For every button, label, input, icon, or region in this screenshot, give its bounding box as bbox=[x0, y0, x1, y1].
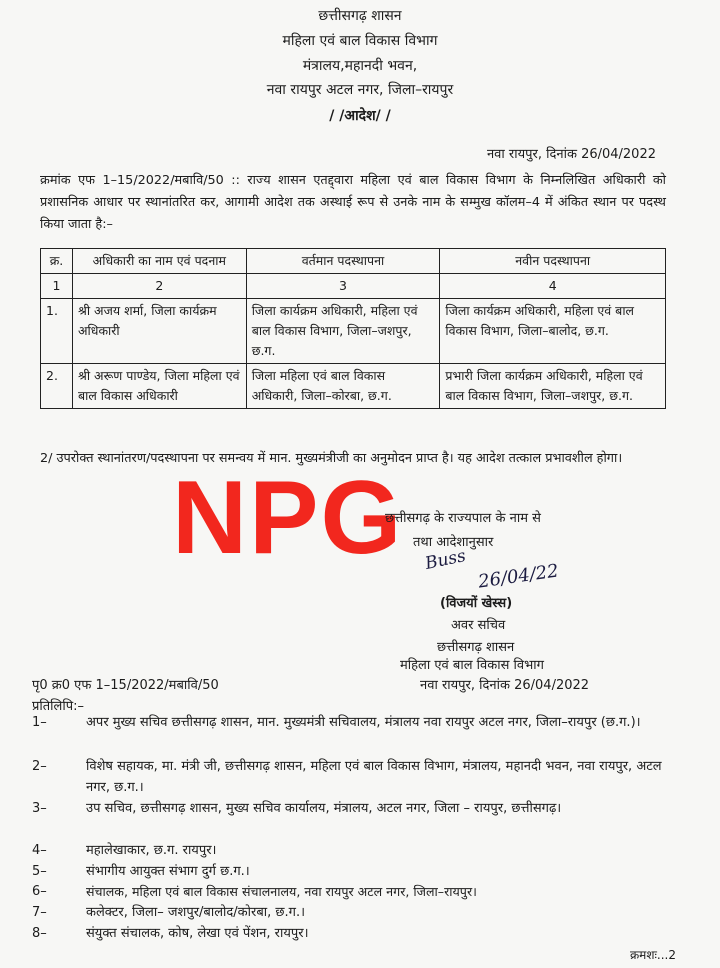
city-address: नवा रायपुर अटल नगर, जिला–रायपुर bbox=[266, 82, 454, 98]
copy-list-item: विशेष सहायक, मा. मंत्री जी, छत्तीसगढ़ शासन, महिला एवं बाल विकास विभाग, मंत्रालय, महानदी भवन, नवा रायपुर, अटल नगर, छ.ग.। bbox=[86, 759, 662, 795]
table-cell-new: प्रभारी जिला कार्यक्रम अधिकारी, महिला एवं बाल विकास विभाग, जिला–जशपुर, छ.ग. bbox=[440, 364, 666, 409]
order-title: / /आदेश/ / bbox=[329, 108, 391, 124]
table-cell-name: श्री अजय शर्मा, जिला कार्यक्रम अधिकारी bbox=[72, 299, 246, 364]
copy-list-number: 3– bbox=[32, 801, 47, 816]
transfer-table bbox=[40, 248, 666, 409]
table-column-numbers-row bbox=[41, 274, 666, 299]
signature-scribble: Buss bbox=[423, 545, 468, 575]
copy-list-number: 8– bbox=[32, 926, 47, 941]
govt-title: छत्तीसगढ़ शासन bbox=[318, 8, 402, 24]
signatory-name: (विजयों खेस्स) bbox=[440, 596, 513, 611]
office-address: मंत्रालय,महानदी भवन, bbox=[302, 58, 418, 74]
signatory-designation: अवर सचिव bbox=[451, 618, 506, 633]
copy-list-item: उप सचिव, छत्तीसगढ़ शासन, मुख्य सचिव कार्यालय, मंत्रालय, अटल नगर, जिला – रायपुर, छत्तीसगढ़। bbox=[86, 801, 562, 816]
by-order-line: तथा आदेशानुसार bbox=[413, 535, 494, 550]
copy-list-number: 6– bbox=[32, 884, 47, 899]
governor-order-line: छत्तीसगढ़ के राज्यपाल के नाम से bbox=[385, 511, 541, 526]
table-col-number: 3 bbox=[246, 274, 440, 299]
table-header: नवीन पदस्थापना bbox=[440, 249, 666, 274]
copy-list-number: 2– bbox=[32, 759, 47, 774]
copy-list-item: अपर मुख्य सचिव छत्तीसगढ़ शासन, मान. मुख्यमंत्री सचिवालय, मंत्रालय नवा रायपुर अटल नगर, जिला–रायपुर (छ.ग.)। bbox=[86, 715, 641, 730]
copy-to-label: प्रतिलिपि:– bbox=[32, 699, 84, 714]
signatory-govt: छत्तीसगढ़ शासन bbox=[437, 640, 515, 655]
copy-list-number: 7– bbox=[32, 905, 47, 920]
copy-list-item: संयुक्त संचालक, कोष, लेखा एवं पेंशन, रायपुर। bbox=[86, 926, 309, 941]
table-header: अधिकारी का नाम एवं पदनाम bbox=[72, 249, 246, 274]
endorsement-date: नवा रायपुर, दिनांक 26/04/2022 bbox=[420, 678, 590, 693]
copy-list-item: संभागीय आयुक्त संभाग दुर्ग छ.ग.। bbox=[86, 864, 250, 879]
table-cell-name: श्री अरूण पाण्डेय, जिला महिला एवं बाल विकास अधिकारी bbox=[72, 364, 246, 409]
copy-list-item: कलेक्टर, जिला– जशपुर/बालोद/कोरबा, छ.ग.। bbox=[86, 905, 306, 920]
table-header-row bbox=[41, 249, 666, 274]
table-header: क्र. bbox=[41, 249, 73, 274]
table-header: वर्तमान पदस्थापना bbox=[246, 249, 440, 274]
table-col-number: 2 bbox=[72, 274, 246, 299]
table-row bbox=[41, 299, 666, 364]
copy-list-number: 5– bbox=[32, 864, 47, 879]
table-cell-sno: 2. bbox=[41, 364, 73, 409]
endorsement-reference: पृ0 क्र0 एफ 1–15/2022/मबावि/50 bbox=[32, 678, 219, 693]
copy-list-item: महालेखाकार, छ.ग. रायपुर। bbox=[86, 843, 217, 858]
copy-list-number: 4– bbox=[32, 843, 47, 858]
table-cell-current: जिला महिला एवं बाल विकास अधिकारी, जिला–कोरबा, छ.ग. bbox=[246, 364, 440, 409]
order-date: नवा रायपुर, दिनांक 26/04/2022 bbox=[486, 147, 656, 162]
signatory-department: महिला एवं बाल विकास विभाग bbox=[400, 658, 544, 673]
signature-date: 26/04/22 bbox=[476, 560, 560, 593]
order-intro-paragraph: क्रमांक एफ 1–15/2022/मबावि/50 :: राज्य शासन एतद्द्वारा महिला एवं बाल विकास विभाग के निम्नलिखित अधिकारी को प्रशासनिक आधार पर स्थानांतरित कर, आगामी आदेश तक अस्थाई रूप से उनके नाम के सम्मुख कॉलम–4 में अंकित स्थान पर पदस्थ किया जाता है:– bbox=[40, 173, 666, 232]
page-continuation: क्रमशः...2 bbox=[629, 948, 676, 962]
npg-watermark: NPG bbox=[172, 460, 404, 576]
table-cell-sno: 1. bbox=[41, 299, 73, 364]
table-col-number: 4 bbox=[440, 274, 666, 299]
approval-paragraph: 2/ उपरोक्त स्थानांतरण/पदस्थापना पर समन्वय में मान. मुख्यमंत्रीजी का अनुमोदन प्राप्त है। यह आदेश तत्काल प्रभावशील होगा। bbox=[40, 451, 623, 466]
table-cell-current: जिला कार्यक्रम अधिकारी, महिला एवं बाल विकास विभाग, जिला–जशपुर, छ.ग. bbox=[246, 299, 440, 364]
table-cell-new: जिला कार्यक्रम अधिकारी, महिला एवं बाल विकास विभाग, जिला–बालोद, छ.ग. bbox=[440, 299, 666, 364]
department-name: महिला एवं बाल विकास विभाग bbox=[282, 33, 438, 49]
copy-list-item: संचालक, महिला एवं बाल विकास संचालनालय, नवा रायपुर अटल नगर, जिला–रायपुर। bbox=[86, 884, 477, 899]
copy-list-number: 1– bbox=[32, 715, 47, 730]
table-row bbox=[41, 364, 666, 409]
table-col-number: 1 bbox=[41, 274, 73, 299]
